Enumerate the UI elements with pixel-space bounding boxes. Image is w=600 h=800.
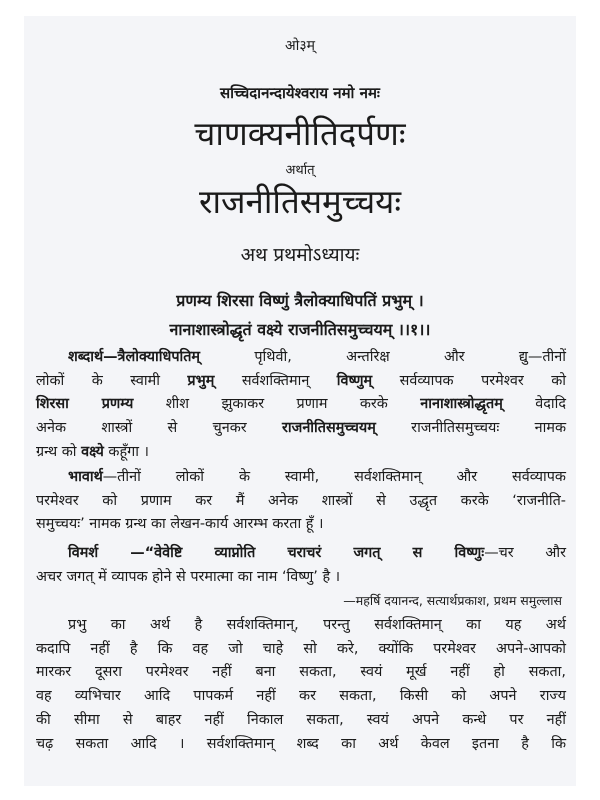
text-run: वेदादि bbox=[502, 396, 566, 413]
book-subtitle: राजनीतिसमुच्चयः bbox=[199, 182, 401, 221]
text-line: मारकर दूसरा परमेश्वर नहीं बना सकता, स्वयं मूर्ख नहीं हो सकता, bbox=[36, 664, 566, 681]
text-line bbox=[36, 441, 566, 465]
text-line: परमेश्वर को प्रणाम कर मैं अनेक शास्त्रों से उद्धृत करके ‘राजनीति- bbox=[36, 492, 566, 509]
text-run: ग्रन्थ को bbox=[36, 443, 82, 460]
bold-term: शिरसा प्रणम्य bbox=[36, 396, 134, 413]
text-line: कदापि नहीं है कि वह जो चाहे सो करे, क्योंकि परमेश्वर अपने-आपको bbox=[36, 640, 566, 657]
citation: —महर्षि दयानन्द, सत्यार्थप्रकाश, प्रथम समुल्लास bbox=[343, 593, 562, 609]
text-run: लोकों के स्वामी bbox=[36, 372, 188, 389]
text-line bbox=[36, 417, 566, 441]
chapter-heading: अथ प्रथमोऽध्यायः bbox=[240, 244, 360, 266]
text-run: शीश झुकाकर प्रणाम करके bbox=[133, 396, 421, 413]
text-line bbox=[36, 346, 566, 370]
text-line: प्रभु का अर्थ है सर्वशक्तिमान्, परन्तु सर्वशक्तिमान् का यह अर्थ bbox=[68, 617, 566, 633]
text-line: समुच्चयः’ नामक ग्रन्थ का लेखन-कार्य आरम्भ करता हूँ । bbox=[36, 516, 324, 533]
text-line bbox=[36, 393, 566, 417]
text-run: —चर और bbox=[484, 545, 566, 561]
text-line: की सीमा से बाहर नहीं निकाल सकता, स्वयं अपने कन्धे पर नहीं bbox=[36, 711, 566, 728]
bold-term: नानाशास्त्रोद्धृतम् bbox=[420, 396, 503, 413]
shabdarth-label: शब्दार्थ bbox=[68, 349, 104, 365]
bold-term: —त्रैलोक्याधिपतिम् bbox=[103, 349, 201, 365]
bhavarth-label: भावार्थ bbox=[68, 469, 103, 485]
om-heading: ओ३म् bbox=[285, 38, 315, 54]
vimarsh-section bbox=[36, 542, 566, 613]
text-run: सर्वव्यापक परमेश्वर को bbox=[372, 372, 566, 389]
text-line: चढ़ सकता आदि । सर्वशक्तिमान् शब्द का अर्थ केवल इतना है कि bbox=[36, 735, 566, 752]
bhavarth-section bbox=[36, 466, 566, 537]
invocation: सच्चिदानन्दायेश्वराय नमो नमः bbox=[220, 84, 380, 102]
explanation-paragraph bbox=[36, 614, 566, 756]
verse-line-2: नानाशास्त्रोद्धृतं वक्ष्ये राजनीतिसमुच्चयम् ।।१।। bbox=[169, 320, 431, 339]
text-line bbox=[36, 466, 566, 490]
vimarsh-quote: —“वेवेष्टि व्याप्नोति चराचरं जगत् स विष्णुः bbox=[98, 545, 485, 561]
text-run: कहूँगा । bbox=[103, 443, 149, 460]
text-line bbox=[36, 542, 566, 566]
bold-term: वक्ष्ये bbox=[81, 443, 104, 460]
arthat-connector: अर्थात् bbox=[285, 163, 315, 178]
bold-term: राजनीतिसमुच्चयम् bbox=[282, 420, 376, 437]
bold-term: विष्णुम् bbox=[336, 372, 373, 389]
text-run: राजनीतिसमुच्चयः नामक bbox=[375, 420, 566, 437]
text-line: वह व्यभिचार आदि पापकर्म नहीं कर सकता, किसी को अपने राज्य bbox=[36, 688, 566, 705]
text-run: —तीनों लोकों के स्वामी, सर्वशक्तिमान् और सर्वव्यापक bbox=[102, 469, 566, 485]
text-line: अचर जगत् में व्यापक होने से परमात्मा का नाम ‘विष्णु’ है । bbox=[36, 568, 341, 585]
bold-term: प्रभुम् bbox=[187, 372, 215, 389]
shabdarth-section bbox=[36, 346, 566, 465]
text-run: सर्वशक्तिमान् bbox=[214, 372, 337, 389]
vimarsh-label: विमर्श bbox=[68, 545, 99, 561]
verse-line-1: प्रणम्य शिरसा विष्णुं त्रैलोक्याधिपतिं प्रभुम् । bbox=[176, 291, 424, 310]
text-run: पृथिवी, अन्तरिक्ष और द्यु—तीनों bbox=[200, 349, 566, 365]
text-line bbox=[36, 370, 566, 394]
text-run: अनेक शास्त्रों से चुनकर bbox=[36, 420, 283, 437]
book-title: चाणक्यनीतिदर्पणः bbox=[194, 114, 406, 153]
